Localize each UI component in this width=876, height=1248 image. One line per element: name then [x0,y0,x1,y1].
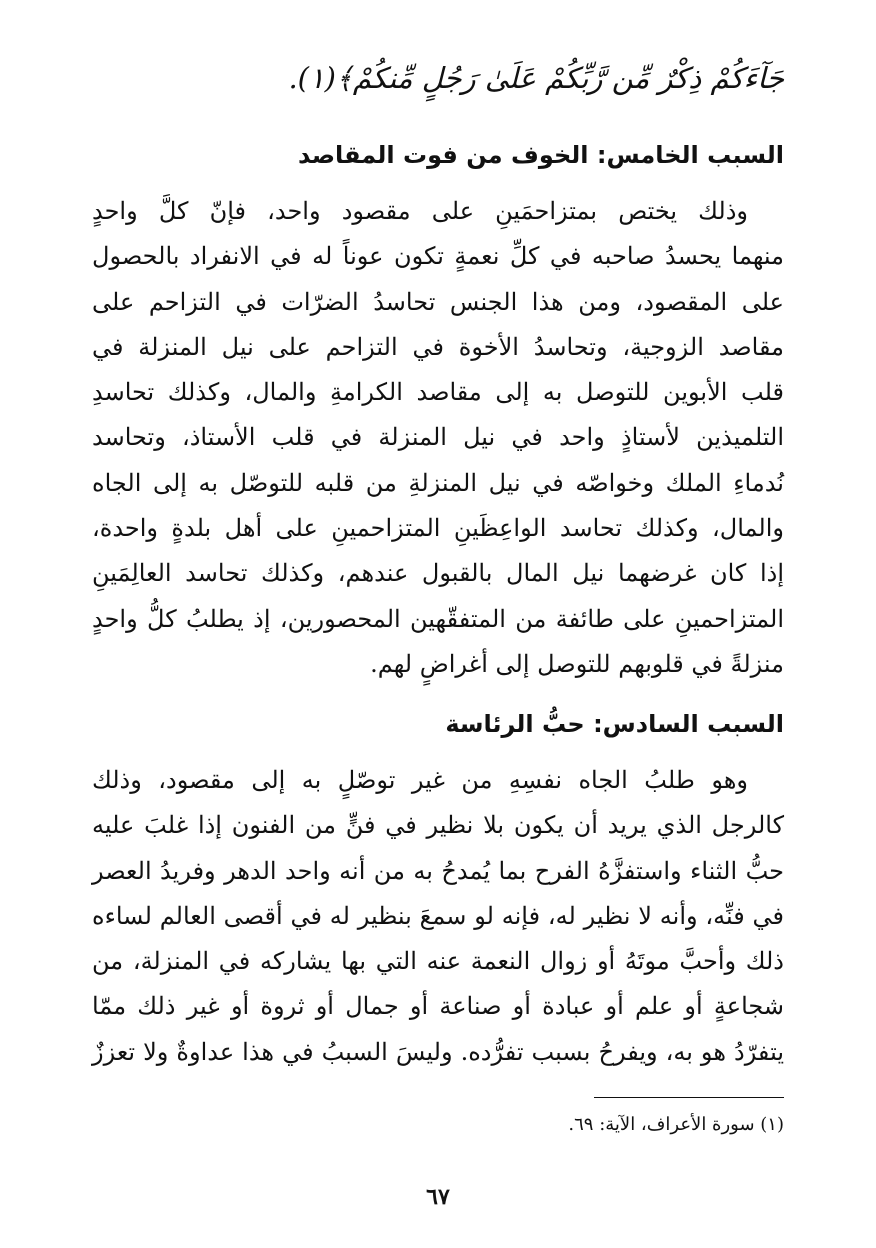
text-line: التلميذين لأستاذٍ واحد في نيل المنزلة في قلب الأستاذ، وتحاسد [92,423,784,452]
text-line: منزلةً في قلوبهم للتوصل إلى أغراضٍ لهم. [370,649,784,678]
text-line: كالرجل الذي يريد أن يكون بلا نظير في فنٍّ من الفنون إذا غلبَ عليه [92,811,784,840]
text-line: وذلك يختص بمتزاحمَينِ على مقصود واحد، فإنّ كلَّ واحدٍ [92,197,748,225]
text-line: يتفرّدُ هو به، ويفرحُ بسبب تفرُّده. وليسَ السببُ في هذا عداوةٌ ولا تعززٌ [92,1037,784,1066]
text-line: منهما يحسدُ صاحبه في كلِّ نعمةٍ تكون عوناً له في الانفراد بالحصول [92,242,784,271]
footnote-divider [594,1097,784,1098]
text-line: ذلك وأحبَّ موتَهُ أو زوال النعمة عنه التي بها يشاركه في المنزلة، من [92,947,784,976]
quran-verse: جَآءَكُمْ ذِكْرٌ مِّن رَّبِّكُمْ عَلَىٰ رَجُلٍ مِّنكُمْ﴾(١). [288,61,784,95]
text-line: شجاعةٍ أو علم أو عبادة أو صناعة أو جمال أو ثروة أو غير ذلك ممّا [92,992,784,1021]
text-line: نُدماءِ الملك وخواصّه في نيل المنزلةِ من قلبه للتوصّل به إلى الجاه [92,468,784,497]
text-line: والمال، وكذلك تحاسد الواعِظَينِ المتزاحمينِ على أهل بلدةٍ واحدة، [92,514,784,543]
text-line: مقاصد الزوجية، وتحاسدُ الأخوة في التزاحم على نيل المنزلة في [92,332,784,361]
text-line: المتزاحمينِ على طائفة من المتفقّهين المحصورين، إذ يطلبُ كلُّ واحدٍ [92,604,784,633]
text-line: قلب الأبوين للتوصل به إلى مقاصد الكرامةِ والمال، وكذلك تحاسدِ [92,378,784,407]
text-line: إذا كان غرضهما نيل المال بالقبول عندهم، وكذلك تحاسد العالِمَينِ [92,559,784,588]
text-line: حبُّ الثناء واستفزَّهُ الفرح بما يُمدحُ به من أنه واحد الدهر وفريدُ العصر [92,856,784,885]
paragraph-section-6 [92,758,784,1075]
section-heading-5: السبب الخامس: الخوف من فوت المقاصد [297,141,784,169]
text-line: وهو طلبُ الجاه نفسِهِ من غير توصّلٍ به إلى مقصود، وذلك [92,766,748,794]
page-number: ٦٧ [426,1184,450,1210]
paragraph-section-5 [92,189,784,687]
text-line: على المقصود، ومن هذا الجنس تحاسدُ الضرّات في التزاحم على [92,287,784,316]
section-heading-6: السبب السادس: حبُّ الرئاسة [445,710,784,738]
text-line: في فنِّه، وأنه لا نظير له، فإنه لو سمعَ بنظير له في أقصى العالم لساءه [92,901,785,930]
footnote: (١) سورة الأعراف، الآية: ٦٩. [568,1114,784,1135]
